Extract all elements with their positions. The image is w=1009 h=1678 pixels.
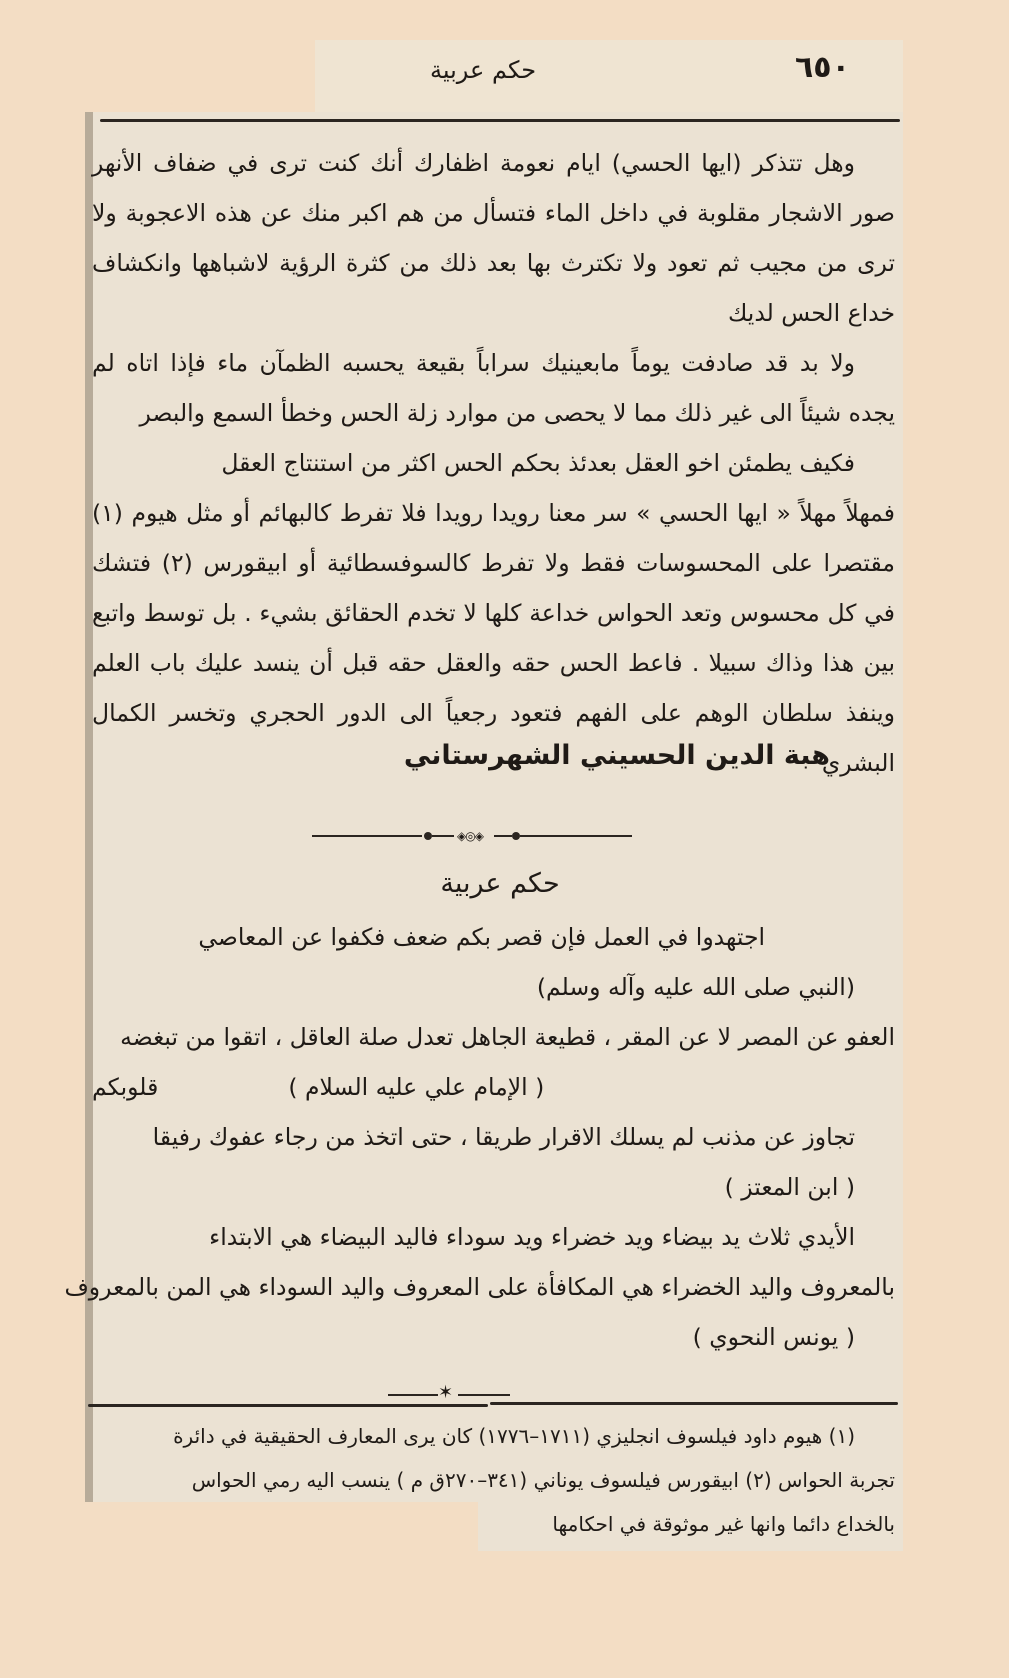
header-rule bbox=[100, 119, 900, 122]
saying-line-with-attribution bbox=[92, 1062, 895, 1112]
sayings-list bbox=[64, 912, 895, 1362]
saying-line: العفو عن المصر لا عن المقر ، قطيعة الجاهل تعدل صلة العاقل ، اتقوا من تبغضه bbox=[120, 1023, 895, 1051]
page-number: ٦٥٠ bbox=[795, 50, 850, 85]
saying-attribution: ( الإمام علي عليه السلام ) bbox=[288, 1073, 545, 1101]
rule-segment bbox=[490, 1402, 898, 1405]
saying-line: اجتهدوا في العمل فإن قصر بكم ضعف فكفوا عن المعاصي bbox=[198, 923, 765, 951]
divider-glyphs: ◈◎◈ bbox=[457, 829, 483, 843]
divider-dot bbox=[512, 832, 520, 840]
rule-segment bbox=[88, 1404, 488, 1407]
saying-line: الأيدي ثلاث يد بيضاء ويد خضراء ويد سوداء فاليد البيضاء هي الابتداء bbox=[209, 1223, 855, 1251]
paragraph: ولا بد قد صادفت يوماً مابعينيك سراباً بقيعة يحسبه الظمآن ماء فإذا اتاه لم يجده شيئاً الى غير ذلك مما لا يحصى من موارد زلة الحس وخطأ السمع والبصر bbox=[92, 349, 895, 427]
footnotes bbox=[92, 1414, 895, 1546]
footnote-rule bbox=[88, 1402, 898, 1408]
divider-line bbox=[432, 835, 454, 837]
divider-line bbox=[312, 835, 422, 837]
saying-attribution: ( يونس النحوي ) bbox=[692, 1323, 855, 1351]
saying-line: قلوبكم bbox=[92, 1073, 159, 1101]
footnote-line: تجربة الحواس (٢) ابيقورس فيلسوف يوناني (٣٤١–٢٧٠ق م ) ينسب اليه رمي الحواس bbox=[191, 1468, 895, 1492]
saying-line: تجاوز عن مذنب لم يسلك الاقرار طريقا ، حتى اتخذ من رجاء عفوك رفيقا bbox=[152, 1123, 855, 1151]
divider-dot bbox=[424, 832, 432, 840]
paragraph: فمهلاً مهلاً « ايها الحسي » سر معنا رويدا رويدا فلا تفرط كالبهائم أو مثل هيوم (١) مقتصرا على المحسوسات فقط ولا تفرط كالسوفسطائية أو ابيقورس (٢) فتشك في كل محسوس وتعد الحواس خداعة كلها لا تخدم الحقائق بشيء . بل توسط واتبع بين هذا وذاك سبيلا . فاعط الحس حقه والعقل حقه قبل أن ينسد عليك باب العلم وينفذ سلطان الوهم على الفهم فتعود رجعياً الى الدور الحجري وتخسر الكمال البشري bbox=[92, 499, 895, 777]
divider-line bbox=[494, 835, 512, 837]
section-divider-ornament bbox=[312, 829, 632, 843]
running-title: حكم عربية bbox=[430, 56, 537, 84]
paragraph: فكيف يطمئن اخو العقل بعدئذ بحكم الحس اكثر من استنتاج العقل bbox=[221, 449, 855, 477]
saying-attribution: ( ابن المعتز ) bbox=[724, 1173, 855, 1201]
end-ornament bbox=[388, 1382, 510, 1403]
author-signature: هبة الدين الحسيني الشهرستاني bbox=[403, 740, 830, 771]
section-title: حكم عربية bbox=[440, 868, 560, 899]
divider-line bbox=[520, 835, 632, 837]
footnote-line: بالخداع دائما وانها غير موثوقة في احكامها bbox=[552, 1512, 895, 1536]
ornament-line bbox=[388, 1394, 438, 1396]
paragraph: وهل تتذكر (ايها الحسي) ايام نعومة اظفارك أنك كنت ترى في ضفاف الأنهر صور الاشجار مقلوبة في داخل الماء فتسأل من هم اكبر منك عن هذه الاعجوبة ولا ترى من مجيب ثم تعود ولا تكترث بها بعد ذلك من كثرة الرؤية لاشباهها وانكشاف خداع الحس لديك bbox=[92, 149, 895, 327]
article-body bbox=[92, 138, 895, 788]
ornament-line bbox=[458, 1394, 510, 1396]
spacer bbox=[158, 1062, 288, 1112]
saying-line: بالمعروف واليد الخضراء هي المكافأة على المعروف واليد السوداء هي المن بالمعروف bbox=[64, 1273, 895, 1301]
star-ornament-icon: ✶ bbox=[438, 1382, 454, 1403]
footnote-line: (١) هيوم داود فيلسوف انجليزي (١٧١١–١٧٧٦) كان يرى المعارف الحقيقية في دائرة bbox=[173, 1424, 855, 1448]
saying-attribution: (النبي صلى الله عليه وآله وسلم) bbox=[536, 973, 855, 1001]
